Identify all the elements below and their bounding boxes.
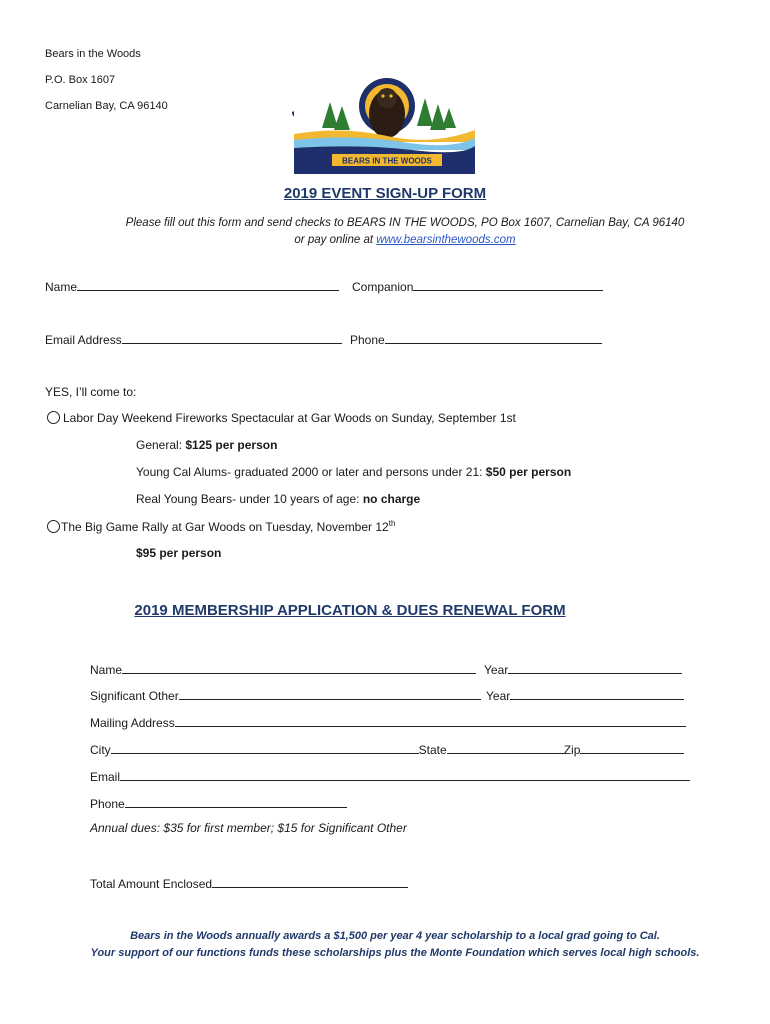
total-label: Total Amount Enclosed — [90, 877, 213, 891]
event2-price: $95 per person — [136, 546, 222, 560]
mailing-row — [90, 714, 686, 730]
intro-prefix: or pay online at — [294, 234, 377, 246]
mailing-field[interactable] — [175, 714, 686, 727]
sig-other-field[interactable] — [179, 687, 481, 700]
zip-label: Zip — [563, 743, 581, 757]
event1-label: Labor Day Weekend Fireworks Spectacular at Gar Woods on Sunday, September 1st — [63, 411, 516, 425]
member-phone-row — [90, 795, 347, 811]
event1-radio[interactable] — [47, 411, 60, 424]
real-young-price: no charge — [362, 492, 421, 506]
member-email-field[interactable] — [120, 768, 690, 781]
member-phone-label: Phone — [90, 797, 125, 811]
come-label: YES, I’ll come to: — [45, 385, 137, 399]
zip-field[interactable] — [580, 741, 684, 754]
companion-label: Companion — [352, 280, 414, 294]
event-form-title: 2019 EVENT SIGN-UP FORM — [283, 185, 487, 202]
sig-year-row — [486, 687, 684, 703]
sig-year-label: Year — [486, 689, 511, 703]
member-year-field[interactable] — [508, 661, 682, 674]
sig-year-field[interactable] — [510, 687, 684, 700]
footer-line1: Bears in the Woods annually awards a $1,500 per year 4 year scholarship to a local grad going to Cal. — [130, 930, 660, 942]
email-label: Email Address — [45, 333, 122, 347]
general-label: General: — [136, 438, 186, 452]
state-label: State — [418, 743, 447, 757]
org-po-box: P.O. Box 1607 — [45, 74, 116, 86]
event2-label: The Big Game Rally at Gar Woods on Tuesday, November 12 — [61, 520, 389, 534]
city-field[interactable] — [111, 741, 419, 754]
member-name-field[interactable] — [122, 661, 476, 674]
city-row — [90, 741, 684, 757]
companion-field[interactable] — [413, 278, 603, 291]
member-email-label: Email — [90, 770, 121, 784]
member-year-row — [484, 661, 682, 677]
event-name-row — [45, 278, 339, 294]
event2-price-row — [136, 546, 221, 560]
member-phone-field[interactable] — [125, 795, 347, 808]
phone-field[interactable] — [385, 331, 602, 344]
membership-form-title: 2019 MEMBERSHIP APPLICATION & DUES RENEWAL FORM — [134, 602, 566, 619]
young-price-row — [136, 465, 571, 479]
dues-note: Annual dues: $35 for first member; $15 for Significant Other — [90, 821, 407, 835]
event2-row — [47, 519, 395, 534]
name-label: Name — [45, 280, 78, 294]
email-field[interactable] — [122, 331, 342, 344]
real-young-row — [136, 492, 420, 506]
companion-row — [352, 278, 603, 294]
total-field[interactable] — [212, 875, 408, 888]
event-email-row — [45, 331, 342, 347]
general-price-row — [136, 438, 277, 452]
website-link[interactable]: www.bearsinthewoods.com — [376, 234, 516, 246]
event1-row — [47, 411, 516, 425]
footer-line2: Your support of our functions funds these scholarships plus the Monte Foundation which serves local high schools. — [90, 947, 700, 959]
real-young-label: Real Young Bears- under 10 years of age: — [136, 492, 363, 506]
member-email-row — [90, 768, 690, 784]
young-label: Young Cal Alums- graduated 2000 or later and persons under 21: — [136, 465, 486, 479]
logo-text: BEARS IN THE WOODS — [342, 156, 432, 166]
name-field[interactable] — [77, 278, 339, 291]
phone-label: Phone — [350, 333, 385, 347]
event2-radio[interactable] — [47, 520, 60, 533]
member-name-label: Name — [90, 663, 123, 677]
event-phone-row — [350, 331, 602, 347]
org-name: Bears in the Woods — [45, 48, 141, 60]
event-intro-line2 — [40, 234, 770, 246]
event2-sup: th — [388, 519, 396, 528]
total-row — [90, 875, 408, 891]
bears-in-the-woods-logo — [292, 68, 477, 174]
sig-other-label: Significant Other — [90, 689, 179, 703]
young-price: $50 per person — [485, 465, 572, 479]
member-name-row — [90, 661, 476, 677]
general-price: $125 per person — [185, 438, 278, 452]
org-city: Carnelian Bay, CA 96140 — [45, 100, 168, 112]
state-field[interactable] — [447, 741, 564, 754]
city-label: City — [90, 743, 111, 757]
member-year-label: Year — [484, 663, 509, 677]
event-intro-line1: Please fill out this form and send checks to BEARS IN THE WOODS, PO Box 1607, Carnelian Bay, CA 96140 — [125, 217, 685, 229]
sig-other-row — [90, 687, 481, 703]
mailing-label: Mailing Address — [90, 716, 175, 730]
